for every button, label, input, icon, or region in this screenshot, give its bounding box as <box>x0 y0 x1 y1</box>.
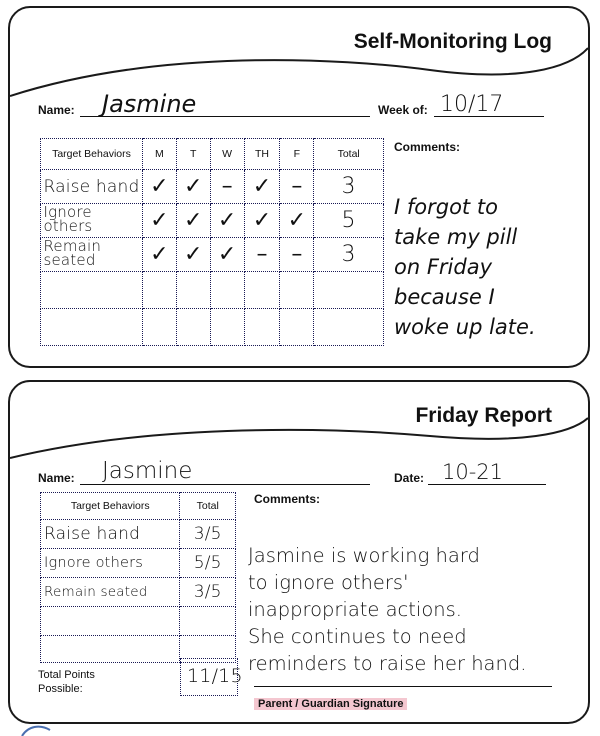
report-date-label: Date: <box>394 471 425 485</box>
total-points-value: 11/15 <box>187 665 243 687</box>
total-text: 3 <box>341 174 356 199</box>
mark-cell[interactable] <box>244 272 280 309</box>
total-cell[interactable] <box>314 170 384 204</box>
log-col-total: Total <box>314 139 384 170</box>
behavior-text: Raise hand <box>43 176 140 197</box>
log-col-tuesday: T <box>176 139 210 170</box>
mark-cell[interactable] <box>210 272 244 309</box>
report-col-target-behaviors: Target Behaviors <box>41 493 180 520</box>
total-cell[interactable] <box>180 549 236 578</box>
mark-cell[interactable] <box>142 204 176 238</box>
mark-cell[interactable] <box>244 309 280 346</box>
table-row <box>41 549 236 578</box>
behavior-cell[interactable] <box>41 170 143 204</box>
mark-cell[interactable] <box>176 309 210 346</box>
report-behavior-table <box>40 492 236 663</box>
total-cell[interactable] <box>180 520 236 549</box>
behavior-cell[interactable] <box>41 238 143 272</box>
mark-text: ✓ <box>217 242 237 267</box>
behavior-text: Raise hand <box>44 524 141 544</box>
mark-cell[interactable] <box>210 204 244 238</box>
behavior-cell[interactable] <box>41 272 143 309</box>
report-date-value[interactable]: 10-21 <box>442 460 504 484</box>
report-title: Friday Report <box>415 404 552 427</box>
total-text: 3 <box>341 242 356 267</box>
total-cell[interactable] <box>314 309 384 346</box>
report-name-line <box>80 484 370 485</box>
behavior-text: Remain seated <box>43 237 102 269</box>
mark-cell[interactable] <box>280 272 314 309</box>
mark-cell[interactable] <box>244 204 280 238</box>
mark-text: ✓ <box>184 208 203 233</box>
mark-cell[interactable] <box>176 238 210 272</box>
mark-cell[interactable] <box>142 309 176 346</box>
log-col-target-behaviors: Target Behaviors <box>41 139 143 170</box>
mark-cell[interactable] <box>280 170 314 204</box>
mark-text: – <box>291 174 303 199</box>
log-col-thursday: TH <box>244 139 280 170</box>
mark-cell[interactable] <box>280 204 314 238</box>
log-name-label: Name: <box>38 103 75 117</box>
mark-text: ✓ <box>287 208 307 233</box>
mark-text: ✓ <box>184 242 203 267</box>
report-comments-label: Comments: <box>254 492 321 506</box>
table-row <box>41 204 384 238</box>
partial-decoration <box>20 724 60 736</box>
behavior-text: Ignore others <box>43 203 93 235</box>
log-col-wednesday: W <box>210 139 244 170</box>
total-cell[interactable] <box>314 272 384 309</box>
mark-text: ✓ <box>150 174 169 199</box>
behavior-cell[interactable] <box>41 204 143 238</box>
self-monitoring-log-card <box>8 6 590 368</box>
total-text: 5/5 <box>193 553 222 573</box>
log-week-label: Week of: <box>378 103 428 117</box>
behavior-text: Ignore others <box>44 555 143 571</box>
log-comments-text[interactable]: I forgot to take my pill on Friday because I woke up late. <box>394 195 536 339</box>
table-row <box>41 607 236 636</box>
total-cell[interactable] <box>314 204 384 238</box>
total-text: 5 <box>341 208 356 233</box>
signature-line[interactable] <box>254 686 552 687</box>
mark-text: – <box>256 242 268 267</box>
mark-text: ✓ <box>150 242 169 267</box>
mark-cell[interactable] <box>244 238 280 272</box>
mark-text: ✓ <box>150 208 169 233</box>
total-cell[interactable] <box>314 238 384 272</box>
mark-text: – <box>221 174 233 199</box>
mark-cell[interactable] <box>176 170 210 204</box>
mark-text: ✓ <box>252 208 272 233</box>
log-title: Self-Monitoring Log <box>353 30 552 53</box>
mark-cell[interactable] <box>176 272 210 309</box>
behavior-text: Remain seated <box>44 584 148 600</box>
table-row <box>41 272 384 309</box>
behavior-cell[interactable] <box>41 636 180 663</box>
report-comments-text[interactable]: Jasmine is working hard to ignore others' inappropriate actions. She continues to need reminders to raise her hand. <box>248 544 527 675</box>
behavior-cell[interactable] <box>41 607 180 636</box>
table-row <box>41 520 236 549</box>
log-col-friday: F <box>280 139 314 170</box>
total-cell[interactable] <box>180 578 236 607</box>
table-row <box>41 578 236 607</box>
signature-label: Parent / Guardian Signature <box>254 698 407 710</box>
report-name-label: Name: <box>38 471 75 485</box>
behavior-cell[interactable] <box>41 549 180 578</box>
report-col-total: Total <box>180 493 236 520</box>
behavior-cell[interactable] <box>41 309 143 346</box>
mark-cell[interactable] <box>210 309 244 346</box>
mark-text: – <box>291 242 303 267</box>
report-name-value[interactable]: Jasmine <box>102 458 193 484</box>
report-table-header-row <box>41 493 236 520</box>
log-name-value[interactable]: Jasmine <box>102 90 197 118</box>
total-text: 3/5 <box>193 524 222 544</box>
log-table-header-row <box>41 139 384 170</box>
behavior-cell[interactable] <box>41 578 180 607</box>
mark-cell[interactable] <box>176 204 210 238</box>
mark-cell[interactable] <box>210 238 244 272</box>
log-comments-label: Comments: <box>394 140 461 154</box>
table-row <box>41 309 384 346</box>
mark-cell[interactable] <box>142 272 176 309</box>
mark-text: ✓ <box>184 174 203 199</box>
total-cell[interactable] <box>180 607 236 636</box>
log-week-value[interactable]: 10/17 <box>440 92 504 117</box>
mark-cell[interactable] <box>244 170 280 204</box>
mark-cell[interactable] <box>142 238 176 272</box>
total-text: 3/5 <box>193 582 222 602</box>
mark-cell[interactable] <box>210 170 244 204</box>
log-col-monday: M <box>142 139 176 170</box>
table-row <box>41 170 384 204</box>
total-points-label: Total Points Possible: <box>38 669 95 695</box>
table-row <box>41 238 384 272</box>
mark-cell[interactable] <box>280 238 314 272</box>
behavior-cell[interactable] <box>41 520 180 549</box>
log-behavior-table <box>40 138 384 346</box>
mark-text: ✓ <box>217 208 237 233</box>
mark-text: ✓ <box>252 174 272 199</box>
report-date-line <box>428 484 546 485</box>
total-points-box[interactable] <box>180 658 243 696</box>
mark-cell[interactable] <box>142 170 176 204</box>
friday-report-card <box>8 380 590 724</box>
mark-cell[interactable] <box>280 309 314 346</box>
